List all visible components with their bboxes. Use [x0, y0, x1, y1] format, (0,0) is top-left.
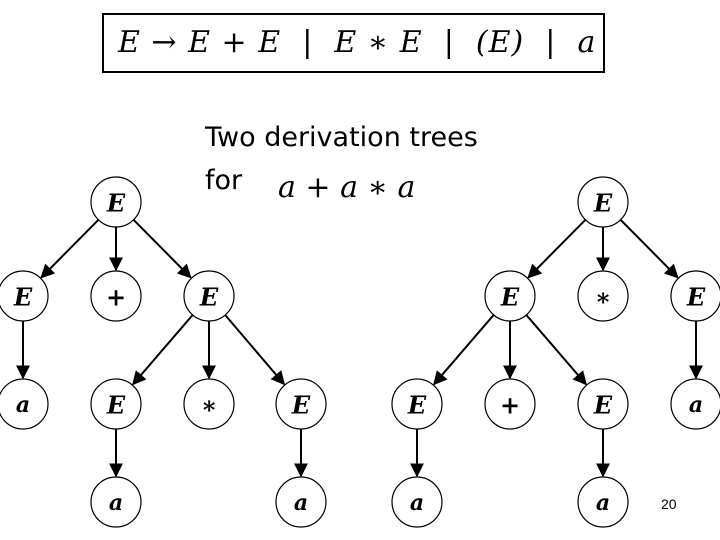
- node-label: +: [105, 282, 127, 312]
- tree-1-edge-r1-e2: [133, 315, 193, 384]
- node-label: E: [106, 188, 126, 218]
- tree-1-node-a3: [276, 477, 326, 527]
- node-label: a: [595, 490, 611, 516]
- tree-2-edge-R-L1: [528, 220, 585, 278]
- tree-2-node-A5: [392, 477, 442, 527]
- tree-2-node-R1: [671, 271, 720, 321]
- node-label: a: [409, 490, 425, 516]
- tree-1-node-r1: [184, 271, 234, 321]
- node-label: E: [13, 282, 33, 312]
- node-label: a: [108, 490, 124, 516]
- tree-2-node-A4: [671, 379, 720, 429]
- node-label: ∗: [200, 390, 218, 420]
- node-label: E: [291, 390, 311, 420]
- caption-line-1: Two derivation trees: [205, 122, 478, 153]
- tree-2-edge-L1-E4: [434, 315, 494, 384]
- tree-2-node-P2: [485, 379, 535, 429]
- tree-1-node-e3: [276, 379, 326, 429]
- caption-line-2: for: [205, 165, 243, 196]
- node-label: E: [593, 390, 613, 420]
- caption-expression: a + a ∗ a: [278, 170, 416, 205]
- tree-1-node-r: [91, 177, 141, 227]
- grammar-rule-box: E → E + E | E ∗ E | (E) | a: [102, 13, 605, 73]
- tree-1-node-l1: [0, 271, 48, 321]
- tree-1-edge-r-l1: [41, 220, 98, 278]
- tree-2-node-R: [578, 177, 628, 227]
- tree-1-node-p1: [91, 271, 141, 321]
- node-label: E: [686, 282, 706, 312]
- tree-2-node-A6: [578, 477, 628, 527]
- node-label: E: [500, 282, 520, 312]
- node-label: ∗: [594, 282, 612, 312]
- tree-1-edge-r-r1: [134, 220, 191, 278]
- node-label: E: [593, 188, 613, 218]
- node-label: a: [15, 392, 31, 418]
- node-label: E: [407, 390, 427, 420]
- node-label: E: [199, 282, 219, 312]
- tree-2-node-E4: [392, 379, 442, 429]
- node-label: a: [293, 490, 309, 516]
- tree-2-edge-L1-E5: [526, 315, 586, 384]
- tree-1-node-a2: [91, 477, 141, 527]
- tree-2-edge-R-R1: [621, 220, 678, 278]
- node-label: E: [106, 390, 126, 420]
- tree-2-node-S1: [578, 271, 628, 321]
- tree-1-node-e2: [91, 379, 141, 429]
- tree-1-edge-r1-e3: [225, 315, 284, 384]
- tree-2-node-E5: [578, 379, 628, 429]
- node-label: +: [499, 390, 521, 420]
- tree-1-node-s2: [184, 379, 234, 429]
- node-label: a: [688, 392, 704, 418]
- tree-2-node-L1: [485, 271, 535, 321]
- page-number: 20: [661, 496, 677, 512]
- tree-1-node-a1: [0, 379, 48, 429]
